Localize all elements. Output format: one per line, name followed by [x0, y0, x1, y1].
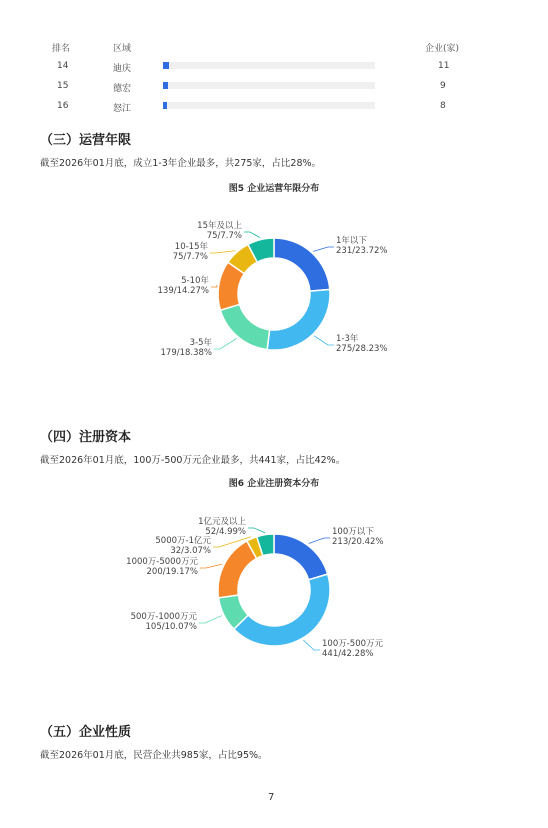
table-cell-region: 迪庆 — [113, 64, 132, 74]
slice-value-label: 75/7.7% — [172, 252, 208, 262]
table-cell-region: 怒江 — [113, 104, 132, 114]
donut-slice — [234, 574, 330, 646]
slice-label: 3-5年 — [189, 338, 212, 348]
section-title: （四）注册资本 — [40, 430, 132, 445]
slice-value-label: 105/10.07% — [145, 622, 197, 632]
chart-title: 图5 企业运营年限分布 — [228, 184, 320, 194]
table-cell-region: 德宏 — [113, 84, 132, 94]
section-title: （三）运营年限 — [40, 133, 132, 148]
section-title: （五）企业性质 — [40, 725, 132, 740]
table-cell-count: 8 — [440, 101, 446, 111]
slice-value-label: 32/3.07% — [170, 546, 211, 556]
slice-label: 5000万-1亿元 — [155, 536, 211, 546]
slice-value-label: 213/20.42% — [332, 537, 384, 547]
leader-line — [199, 616, 222, 623]
slice-value-label: 179/18.38% — [160, 348, 212, 358]
leader-line — [211, 285, 217, 287]
table-cell-count: 9 — [440, 81, 446, 91]
table-cell-rank: 14 — [57, 61, 69, 71]
table-cell-count: 11 — [438, 61, 450, 71]
paragraph: 截至2026年01月底，成立1-3年企业最多，共275家，占比28%。 — [40, 158, 322, 169]
paragraph: 截至2026年01月底，100万-500万元企业最多，共441家，占比42%。 — [40, 455, 346, 466]
slice-value-label: 275/28.23% — [336, 344, 388, 354]
leader-line — [200, 564, 222, 568]
slice-value-label: 52/4.99% — [205, 527, 246, 537]
slice-value-label: 200/19.17% — [146, 567, 198, 577]
donut-slice — [220, 304, 269, 349]
donut-slice — [274, 238, 330, 291]
slice-label: 500万-1000万元 — [130, 612, 197, 622]
table-header-rank: 排名 — [52, 44, 71, 54]
leader-line — [214, 338, 237, 349]
donut-slice — [267, 289, 330, 350]
slice-label: 1年以下 — [336, 236, 367, 246]
paragraph: 截至2026年01月底，民营企业共985家，占比95%。 — [40, 750, 268, 761]
slice-label: 100万以下 — [332, 527, 374, 537]
leader-line — [314, 336, 334, 345]
leader-line — [309, 538, 330, 544]
donut-slice — [274, 534, 328, 580]
slice-label: 10-15年 — [174, 242, 208, 252]
table-header-region: 区域 — [113, 44, 132, 54]
slice-value-label: 441/42.28% — [322, 649, 374, 659]
leader-line — [313, 247, 334, 251]
table-cell-rank: 16 — [57, 101, 69, 111]
table-header-count: 企业(家) — [425, 44, 460, 54]
slice-label: 1000万-5000万元 — [126, 557, 198, 567]
slice-label: 1-3年 — [336, 334, 359, 344]
leader-line — [303, 640, 320, 650]
slice-value-label: 231/23.72% — [336, 246, 388, 256]
leader-line — [244, 232, 260, 238]
leader-line — [248, 528, 265, 533]
table-cell-rank: 15 — [57, 81, 69, 91]
slice-value-label: 139/14.27% — [157, 286, 209, 296]
slice-value-label: 75/7.7% — [206, 231, 242, 241]
chart-title: 图6 企业注册资本分布 — [228, 479, 320, 489]
slice-label: 15年及以上 — [197, 221, 242, 231]
slice-label: 1亿元及以上 — [198, 517, 246, 527]
leader-line — [210, 251, 236, 253]
page-number: 7 — [268, 792, 275, 803]
slice-label: 5-10年 — [181, 276, 209, 286]
slice-label: 100万-500万元 — [322, 639, 384, 649]
